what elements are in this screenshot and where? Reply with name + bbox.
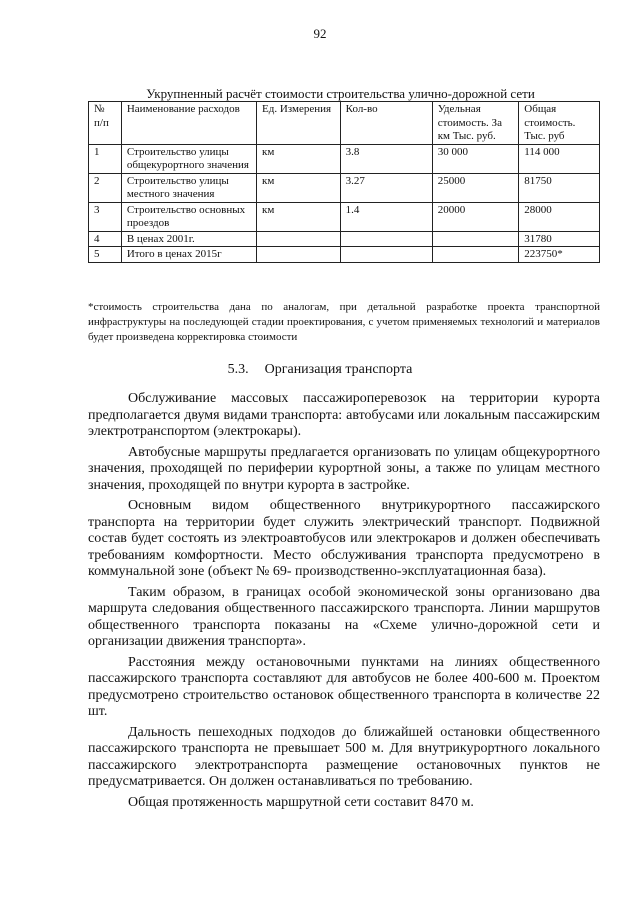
header-unit-cost: Удельная стоимость. За км Тыс. руб. [432,102,519,145]
cell-number: 5 [89,247,122,263]
header-name: Наименование расходов [121,102,256,145]
cell-unit: км [257,173,341,202]
cell-quantity [340,231,432,247]
cell-unit-cost: 20000 [432,202,519,231]
cell-unit: км [257,202,341,231]
cell-number: 4 [89,231,122,247]
header-total-cost: Общая стоимость. Тыс. руб [519,102,600,145]
table-row [89,202,600,231]
cell-unit [257,247,341,263]
cost-table [88,101,600,263]
cell-quantity: 1.4 [340,202,432,231]
paragraph: Основным видом общественного внутрикурортного пассажирского транспорта на территории будет служить электрический транспорт. Подвижной состав будет состоять из электроавтобусов или электрокаров и должен обеспечивать требованиям комфортности. Место обслуживания транспорта предусмотрено в коммунальной зоне (объект № 69- производственно-эксплуатационная база). [88,498,600,579]
paragraph: Общая протяженность маршрутной сети составит 8470 м. [128,794,474,810]
table-row [89,231,600,247]
section-number: 5.3. [227,362,249,377]
cell-number: 3 [89,202,122,231]
cell-name: Итого в ценах 2015г [121,247,256,263]
paragraph: Расстояния между остановочными пунктами на линиях общественного пассажирского транспорта составляют для автобусов не более 400-600 м. Проектом предусмотрено строительство остановок общественного транспорта в количестве 22 шт. [88,654,600,719]
cell-name: В ценах 2001г. [121,231,256,247]
paragraph: Обслуживание массовых пассажироперевозок на территории курорта предполагается двумя видами транспорта: автобусами или локальным пассажирским электротранспортом (электрокары). [88,391,600,439]
cell-quantity: 3.8 [340,144,432,173]
header-number: № п/п [89,102,122,145]
cell-unit: км [257,144,341,173]
cell-total-cost: 114 000 [519,144,600,173]
table-header-row [89,102,600,145]
cell-name: Строительство основных проездов [121,202,256,231]
cell-name: Строительство улицы местного значения [121,173,256,202]
section-heading [0,362,640,378]
cell-total-cost: 223750* [519,247,600,263]
cell-total-cost: 81750 [519,173,600,202]
cell-unit-cost [432,247,519,263]
paragraph: Таким образом, в границах особой экономической зоны организовано два маршрута следования общественного пассажирского транспорта. Линии маршрутов общественного транспорта показаны на «Схеме улично-дорожной сети и организации движения транспорта». [88,584,600,649]
cell-quantity: 3.27 [340,173,432,202]
header-unit: Ед. Измерения [257,102,341,145]
table-footnote: *стоимость строительства дана по аналогам, при детальной разработке проекта транспортной инфраструктуры на последующей стадии проектирования, с учетом применяемых технологий и материалов будет произведена корректировка стоимости [88,301,600,343]
cell-unit-cost: 30 000 [432,144,519,173]
cell-quantity [340,247,432,263]
table-title: Укрупненный расчёт стоимости строительства улично-дорожной сети [146,86,535,101]
header-quantity: Кол-во [340,102,432,145]
cell-unit [257,231,341,247]
paragraph: Дальность пешеходных подходов до ближайшей остановки общественного пассажирского транспорта не превышает 500 м. Для внутрикурортного локального пассажирского электротранспорта размещение остановочных пунктов не предусматривается. Он должен останавливаться по требованию. [88,724,600,789]
cell-number: 2 [89,173,122,202]
table-row [89,247,600,263]
cell-total-cost: 28000 [519,202,600,231]
cell-unit-cost: 25000 [432,173,519,202]
cell-unit-cost [432,231,519,247]
paragraph: Автобусные маршруты предлагается организовать по улицам общекурортного значения, проходящей по периферии курортной зоны, а также по улицам местного значения, проходящей по внутри курорта в застройке. [88,444,600,493]
cell-number: 1 [89,144,122,173]
section-title: Организация транспорта [264,362,413,377]
table-row [89,144,600,173]
cell-total-cost: 31780 [519,231,600,247]
cell-name: Строительство улицы общекурортного значения [121,144,256,173]
page-number: 92 [313,26,327,41]
table-row [89,173,600,202]
body-text [88,391,600,815]
